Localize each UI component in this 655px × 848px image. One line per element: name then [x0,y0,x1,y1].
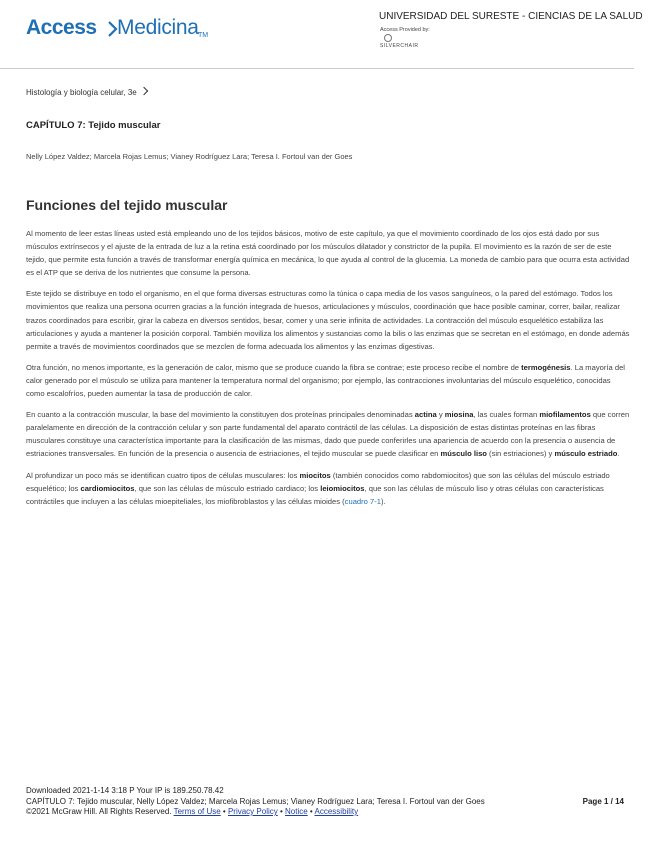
paragraph-2: Este tejido se distribuye en todo el organismo, en el que forma diversas estructuras como la túnica o capa media de los vasos sanguíneos, o la pared del estómago. Todos los movimientos que realiza una persona ocurren gracias a la función integrada de huesos, articulaciones y músculos, coordinación que hace posible caminar, correr, bailar, realizar trazos coordinados para escribir, girar la cabeza en diversos sentidos, besar, comer y una serie infinita de actividades. La contracción del músculo esquelético estabiliza las articulaciones y ayuda a mantener la posición corporal. También moviliza los alimentos y sustancias como la bilis o las enzimas que se secretan en el estómago, en donde además permite a través de movimientos coordinados que se mezclen de forma adecuada los alimentos y las enzimas digestivas. [26,289,630,351]
breadcrumb[interactable] [26,88,147,97]
paragraph-5: Al profundizar un poco más se identifican cuatro tipos de células musculares: los miocitos (también conocidos como rabdomiocitos) que son las células del músculo estriado esquelético; los cardiomiocitos, que son las células de músculo estriado cardiaco; los leiomiocitos, que son las células de músculo liso y otras células con características contráctiles que incluyen a las células mioepiteliales, los miofibroblastos y las células mioides (cuadro 7-1). [26,470,610,506]
term-cardiomiocitos: cardiomiocitos [80,483,135,493]
authors-line: Nelly López Valdez; Marcela Rojas Lemus; Vianey Rodríguez Lara; Teresa I. Fortoul van der Goes [26,152,353,161]
paragraph-4: En cuanto a la contracción muscular, la base del movimiento la constituyen dos proteínas principales denominadas actina y miosina, las cuales forman miofilamentos que corren paralelamente en dirección de la contracción celular y son parte fundamental del aparato contráctil de las células. La disposición de estas distintas proteínas en las fibras musculares constituye una característica importante para la clasificación de las mismas, dado que puede conferirles una apariencia de acuerdo con la presencia o ausencia de estriaciones transversales. En función de la presencia o ausencia de estriaciones, el tejido muscular se puede clasificar en músculo liso (sin estriaciones) y músculo estriado. [26,410,630,459]
terms-of-use-link[interactable]: Terms of Use [173,807,221,816]
provider-logo-icon [384,34,392,42]
term-miosina: miosina [444,410,474,420]
privacy-policy-link[interactable]: Privacy Policy [227,807,278,816]
logo-trademark: TM [198,32,209,39]
table-link-cuadro-7-1[interactable]: cuadro 7-1 [344,496,381,506]
provided-by-label: Access Provided by: [380,27,430,33]
download-info: Downloaded 2021-1-14 3:18 P Your IP is 189.250.78.42 [26,786,224,795]
access-medicina-logo[interactable] [26,12,216,44]
page-footer [26,786,630,818]
notice-link[interactable]: Notice [285,807,308,816]
page-number: Page 1 / 14 [582,796,624,806]
term-actina: actina [414,410,437,420]
paragraph-1: Al momento de leer estas líneas usted está empleando uno de los tejidos básicos, motivo de este capítulo, ya que el movimiento coordinado de los ojos está dado por sus músculos extrínsecos y el ajuste de la entrada de luz a la retina está coordinado por los músculos dilatador y constrictor de la pupila. El movimiento es la razón de ser de este tejido, que permite esta función a través de transformar energía química en mecánica, lo que ayuda al control de la glucemia. La moneda de cambio para que ocurra esta actividad es el ATP que se deriva de los nutrientes que consume la persona. [26,229,630,278]
logo-medicina-text: Medicina [117,16,199,39]
header-divider [0,68,634,69]
article-body [26,227,630,516]
breadcrumb-book[interactable]: Histología y biología celular, 3e [26,88,137,97]
term-musculo-estriado: músculo estriado [554,449,618,459]
legal-line: ©2021 McGraw Hill. All Rights Reserved. Terms of Use • Privacy Policy • Notice • Accessibility [26,807,359,816]
term-musculo-liso: músculo liso [440,449,487,459]
chapter-title: CAPÍTULO 7: Tejido muscular [26,120,161,131]
accessibility-link[interactable]: Accessibility [314,807,359,816]
term-miofilamentos: miofilamentos [539,410,591,420]
section-title: Funciones del tejido muscular [26,197,228,213]
paragraph-3: Otra función, no menos importante, es la generación de calor, mismo que se produce cuando la fibra se contrae; este proceso recibe el nombre de termogénesis. La mayoría del calor generado por el músculo se utiliza para mantener la temperatura normal del organismo; por ejemplo, las contracciones involuntarias del músculo esquelético, conocidas como escalofríos, pueden aumentar la tasa de producción de calor. [26,362,625,399]
citation-line: CAPÍTULO 7: Tejido muscular, Nelly López Valdez; Marcela Rojas Lemus; Vianey Rodríguez Lara; Teresa I. Fortoul van der Goes [26,796,485,806]
copyright-text: ©2021 McGraw Hill. All Rights Reserved. [26,807,172,816]
institution-name: UNIVERSIDAD DEL SURESTE - CIENCIAS DE LA SALUD [379,11,643,22]
logo-access-text: Access [26,16,97,39]
term-termogenesis: termogénesis [521,362,571,372]
chevron-right-icon [140,87,148,95]
term-miocitos: miocitos [299,470,331,480]
provider-name: SILVERCHAIR [380,43,419,49]
term-leiomiocitos: leiomiocitos [320,483,365,493]
